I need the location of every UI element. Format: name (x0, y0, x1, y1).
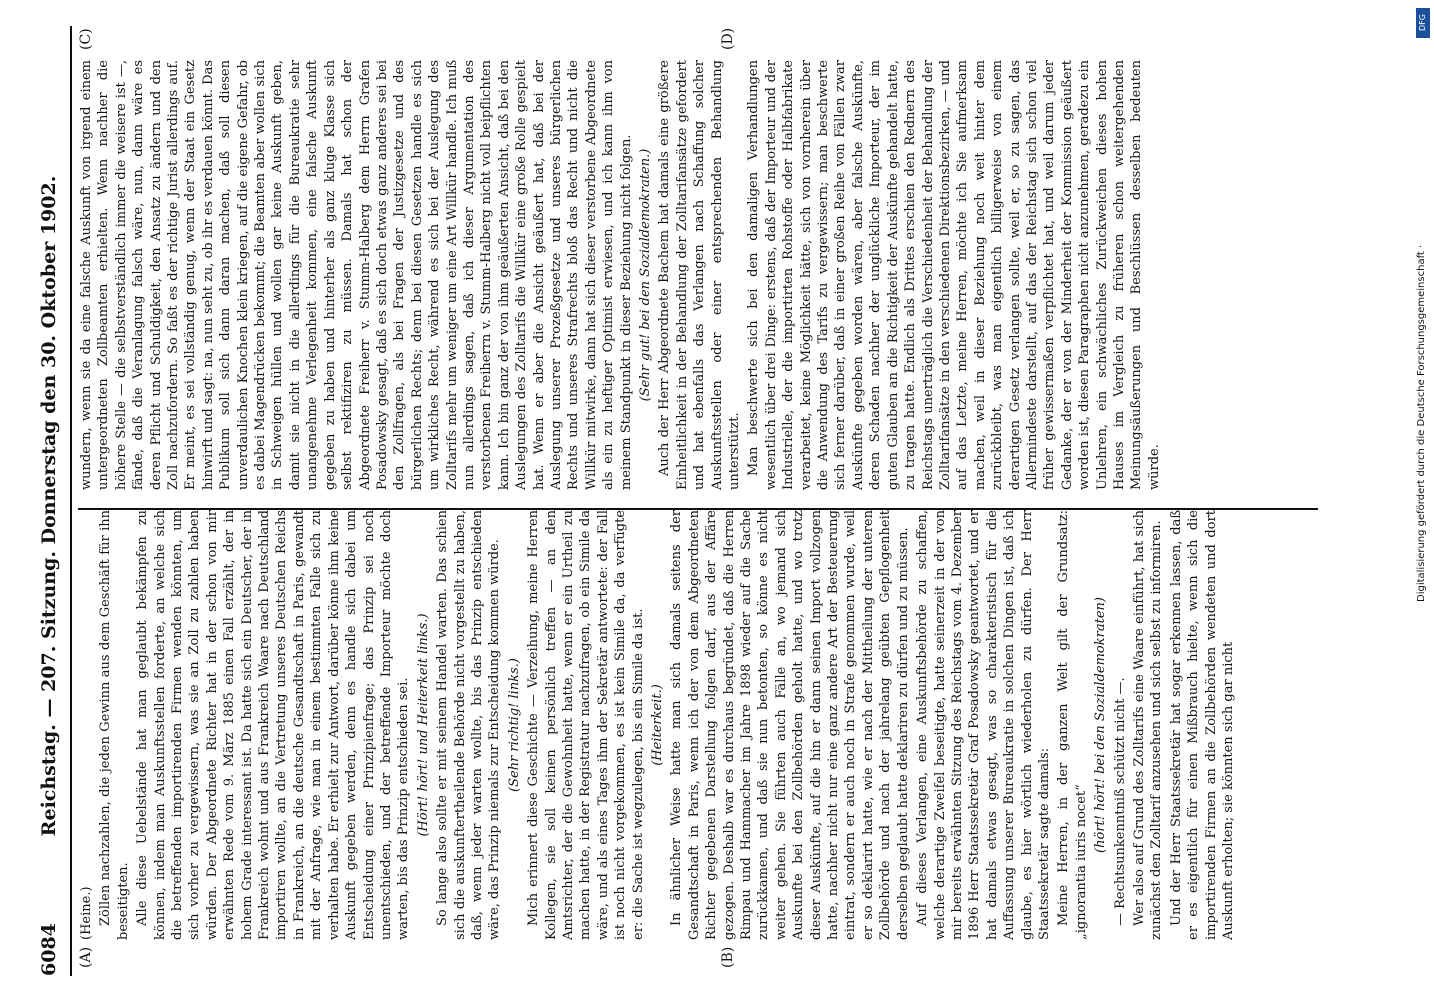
interjection: (Sehr gut! bei den Sozialdemokraten.) (638, 148, 653, 402)
interjection: (hört! hört! bei den Sozialdemokraten) (1093, 597, 1109, 853)
margin-marker-a: (A) (78, 946, 94, 968)
quotation: Wer also auf Grund des Zolltarifs eine Waare einführt, hat sich zunächst den Zolltarif anzusehen und sich selbst zu informiren. (1131, 510, 1165, 940)
paragraph: Auf dieses Verlangen, eine Auskunftsbehörde zu schaffen, welche derartige Zweifel beseitigte, hatte seinerzeit in der von mir bereits erwähnten Sitzung des Reichstags vom 4. Dezember 1896 Herr Staatssekretär Graf Posadowsky geantwortet, und er hat damals etwas gesagt, was so charakteristisch für die Auffassung unserer Bureaukratie in solchen Dingen ist, daß ich glaube, es hier wörtlich wiederholen zu dürfen. Der Herr Staatssekretär sagte damals: (915, 510, 1052, 940)
column-divider (78, 508, 1318, 510)
paragraph: Man beschwerte sich bei den damaligen Verhandlungen wesentlich über drei Dinge: erstens, daß der Importeur und der Industrielle, der die importirten Rohstoffe oder Halbfabrikate verarbeitet, keine Möglichkeit hätte, sich von vornherein über die Anwendung des Tarifs zu vergewissern; man beschwerte sich ferner darüber, daß in einer großen Reihe von Fällen zwar Auskünfte gegeben worden wären, aber falsche Auskünfte, deren Schaden nachher der unglückliche Importeur, der im guten Glauben an die Richtigkeit der Auskünfte gehandelt hatte, zu tragen hatte. Endlich als Drittes erschien den Rednern des Reichstags unerträglich die Verschiedenheit der Behandlung der Zolltarifansätze in den verschiedenen Direktionsbezirken, — und auf das Letzte, meine Herren, möchte ich Sie aufmerksam machen, weil in dieser Beziehung noch weit hinter dem zurückbleibt, was man eigentlich billigerweise von einem derartigen Gesetz verlangen sollte, weil er, so zu sagen, das Allermindeste darstellt, auf das der Reichstag sich schon viel früher gewissermaßen verpflichtet hat, und weil darum jeder Gedanke, der er von der Minderheit der Kommission geäußert worden ist, diesen Paragraphen nicht anzunehmen, geradezu ein Unlehren, ein schwächliches Zurückweichen dieses hohen Hauses im Vergleich zu früheren schon weitergehenden Meinungsäußerungen und Beschlüssen desselben bedeuten würde. (746, 60, 1162, 490)
paragraph: Alle diese Uebelstände hat man geglaubt bekämpfen zu können, indem man Auskunftsstellen forderte, an welche sich die betreffenden importirenden Firmen wenden könnten, um sich vorher zu vergewissern, was sie an Zoll zu zahlen haben würden. Der Abgeordnete Richter hat in der schon von mir erwähnten Rede vom 9. März 1885 einen Fall erzählt, der in hohem Grade interessant ist. Da hatte sich ein Deutscher, der in Frankreich wohnt und aus Frankreich Waare nach Deutschland importiren wollte, an die Vertretung unseres Deutschen Reichs in Frankreich, an die deutsche Gesandtschaft in Paris, gewandt mit der Anfrage, wie man in einem bestimmten Falle sich zu verhalten habe. Er erhielt zur Antwort, darüber könne ihm keine Auskunft gegeben werden, denn es handle sich dabei um Entscheidung einer Prinzipienfrage; das Prinzip sei noch unentschieden, und der betreffende Importeur möchte doch warten, bis das Prinzip entschieden sei. (135, 510, 412, 940)
running-head: Reichstag. — 207. Sitzung. Donnerstag den 30. Oktober 1902. (38, 175, 60, 837)
right-column (78, 60, 1318, 490)
interjection: (Hört! hört! und Heiterkeit links.) (415, 613, 431, 837)
interjection: (Sehr richtig! links.) (506, 658, 522, 792)
quotation: — Rechtsunkenntniß schützt nicht —. (1112, 677, 1128, 926)
margin-marker-d: (D) (720, 27, 736, 50)
margin-marker-b: (B) (720, 946, 736, 968)
left-column (78, 510, 1318, 940)
paragraph: Zöllen nachzahlen, die jeden Gewinn aus dem Geschäft für ihn beseitigten. (98, 510, 131, 940)
digitization-credit-strip (1414, 8, 1434, 998)
header-rule (70, 26, 72, 976)
interjection: (Heiterkeit.) (650, 684, 665, 766)
page-header (36, 26, 66, 976)
paragraph: In ähnlicher Weise hatte man sich damals seitens der Gesandtschaft in Paris, wenn ich der von dem Abgeordneten Richter gegebenen Darstellung folgen darf, aus der Affäre gezogen. Deshalb war es durchaus begründet, daß die Herren Rimpau und Hammacher im Jahre 1898 wieder auf die Sache zurückkamen, und daß sie nun betonten, so könne es nicht weiter gehen. Sie führten auch Fälle an, wo jemand sich Auskunfte bei den Zollbehörden geholt hatte, und wo trotz dieser Auskünfte, auf die hin er dann seinen Import vollzogen hatte, nachher nicht nur eine ganz andere Art der Besteuerung eintrat, sondern er auch noch in Strafe genommen wurde, weil er so deklarirt hatte, wie er nach der Mittheilung der unteren Zollbehörde und nach der jahrelang geübten Gepflogenheit derselben geglaubt hatte deklariren zu dürfen und zu müssen. (669, 510, 911, 940)
page-number: 6084 (38, 923, 60, 976)
digitization-credit-text: Digitalisierung gefördert durch die Deutsche Forschungsgemeinschaft · (1416, 244, 1427, 602)
paragraph: Mich erinnert diese Geschichte — Verzeihung, meine Herren Kollegen, sie soll keinen persönlich treffen — an den Amtsrichter, der die Gewohnheit hatte, wenn er ein Urtheil zu machen hatte, in der Registratur nachzufragen, ob ein Simile da wäre, und als eines Tages ihm der Sekretär antwortete: der Fall ist noch nicht vorgekommen, es ist kein Simile da, da verfügte er: die Sache ist wegzulegen, bis ein Simile da ist. (526, 510, 646, 940)
paragraph: Und der Herr Staatssekretär hat sogar erkennen lassen, daß er es eigentlich für einen Mißbrauch hielte, wenn sich die importirenden Firmen an die Zollbehörden wendeten und dort Auskunft erholten; sie könnten sich gar nicht (1168, 510, 1236, 940)
paragraph: So lange also sollte er mit seinem Handel warten. Das schien sich die auskunftertheilende Behörde nicht vorgestellt zu haben, daß, wenn jeder warten wollte, bis das Prinzip entschieden wäre, das Prinzip niemals zur Entscheidung kommen würde. (435, 510, 503, 940)
dfg-logo-badge: DFG (1416, 8, 1430, 38)
quotation: Meine Herren, in der ganzen Welt gilt der Grundsatz: „ignorantia iuris nocet“ (1056, 510, 1089, 940)
paragraph: Auch der Herr Abgeordnete Bachem hat damals eine größere Einheitlichkeit in der Behandlung der Zolltarifansätze gefordert und hat ebenfalls das Verlangen nach Schaffung solcher Auskunftsstellen oder einer entsprechenden Behandlung unterstützt. (657, 60, 743, 490)
paragraph: wundern, wenn sie da eine falsche Auskunft von irgend einem untergeordneten Zollbeamten erhielten. Wenn nachher die höhere Stelle — die selbstverständlich immer die weisere ist —, fände, daß die Veranlagung falsch wäre, nun, dann wäre es deren Pflicht und Schuldigkeit, den Ansatz zu ändern und den Zoll nachzufordern. So faßt es der richtige Jurist allerdings auf. Er meint, es sei vollständig genug, wenn der Staat ein Gesetz hinwirft und sagt: na, nun seht zu, ob ihr es verdauen könnt. Das Publikum soll sich dann daran machen, daß soll diesen unverdaulichen Knochen klein kriegen, auf die eigene Gefahr, ob es dabei Magendrücken bekommt; die Beamten aber wollen sich in Schweigen hüllen und wollen gar keine Auskunft geben, damit sie nicht in die allerdings für die Bureaukratie sehr unangenehme Verlegenheit kommen, eine falsche Auskunft gegeben zu haben und hinterher als ganz kluge Klasse sich selbst rektifiziren zu müssen. Damals hat schon der Abgeordnete Freiherr v. Stumm-Halberg dem Herrn Grafen Posadowsky gesagt, daß es sich doch etwas ganz anderes sei bei den Zollfragen, als bei Fragen der Justizgesetze und des bürgerlichen Rechts; denn bei diesen Gesetzen handle es sich um wirkliches Recht, während es sich bei der Auslegung des Zolltarifs mehr um weniger um eine Art Willkür handle. Ich muß nun allerdings sagen, daß ich dieser Argumentation des verstorbenen Freiherrn v. Stumm-Halberg nicht voll beipflichten kann. Ich bin ganz der von ihm geäußerten Ansicht, daß bei den Auslegungen des Zolltarifs die Willkür eine große Rolle gespielt hat. Wenn er aber die Ansicht geäußert hat, daß bei der Auslegung unserer Prozeßgesetze und unseres bürgerlichen Rechts und unseres Strafrechts bloß das Recht und nicht die Willkür mitwirke, dann hat sich dieser verstorbene Abgeordnete als ein zu heftiger Optimist erwiesen, und ich kann ihm von meinem Standpunkt in dieser Beziehung nicht folgen. (79, 60, 634, 490)
margin-marker-c: (C) (78, 28, 94, 50)
speaker-label: (Heine.) (79, 886, 94, 940)
